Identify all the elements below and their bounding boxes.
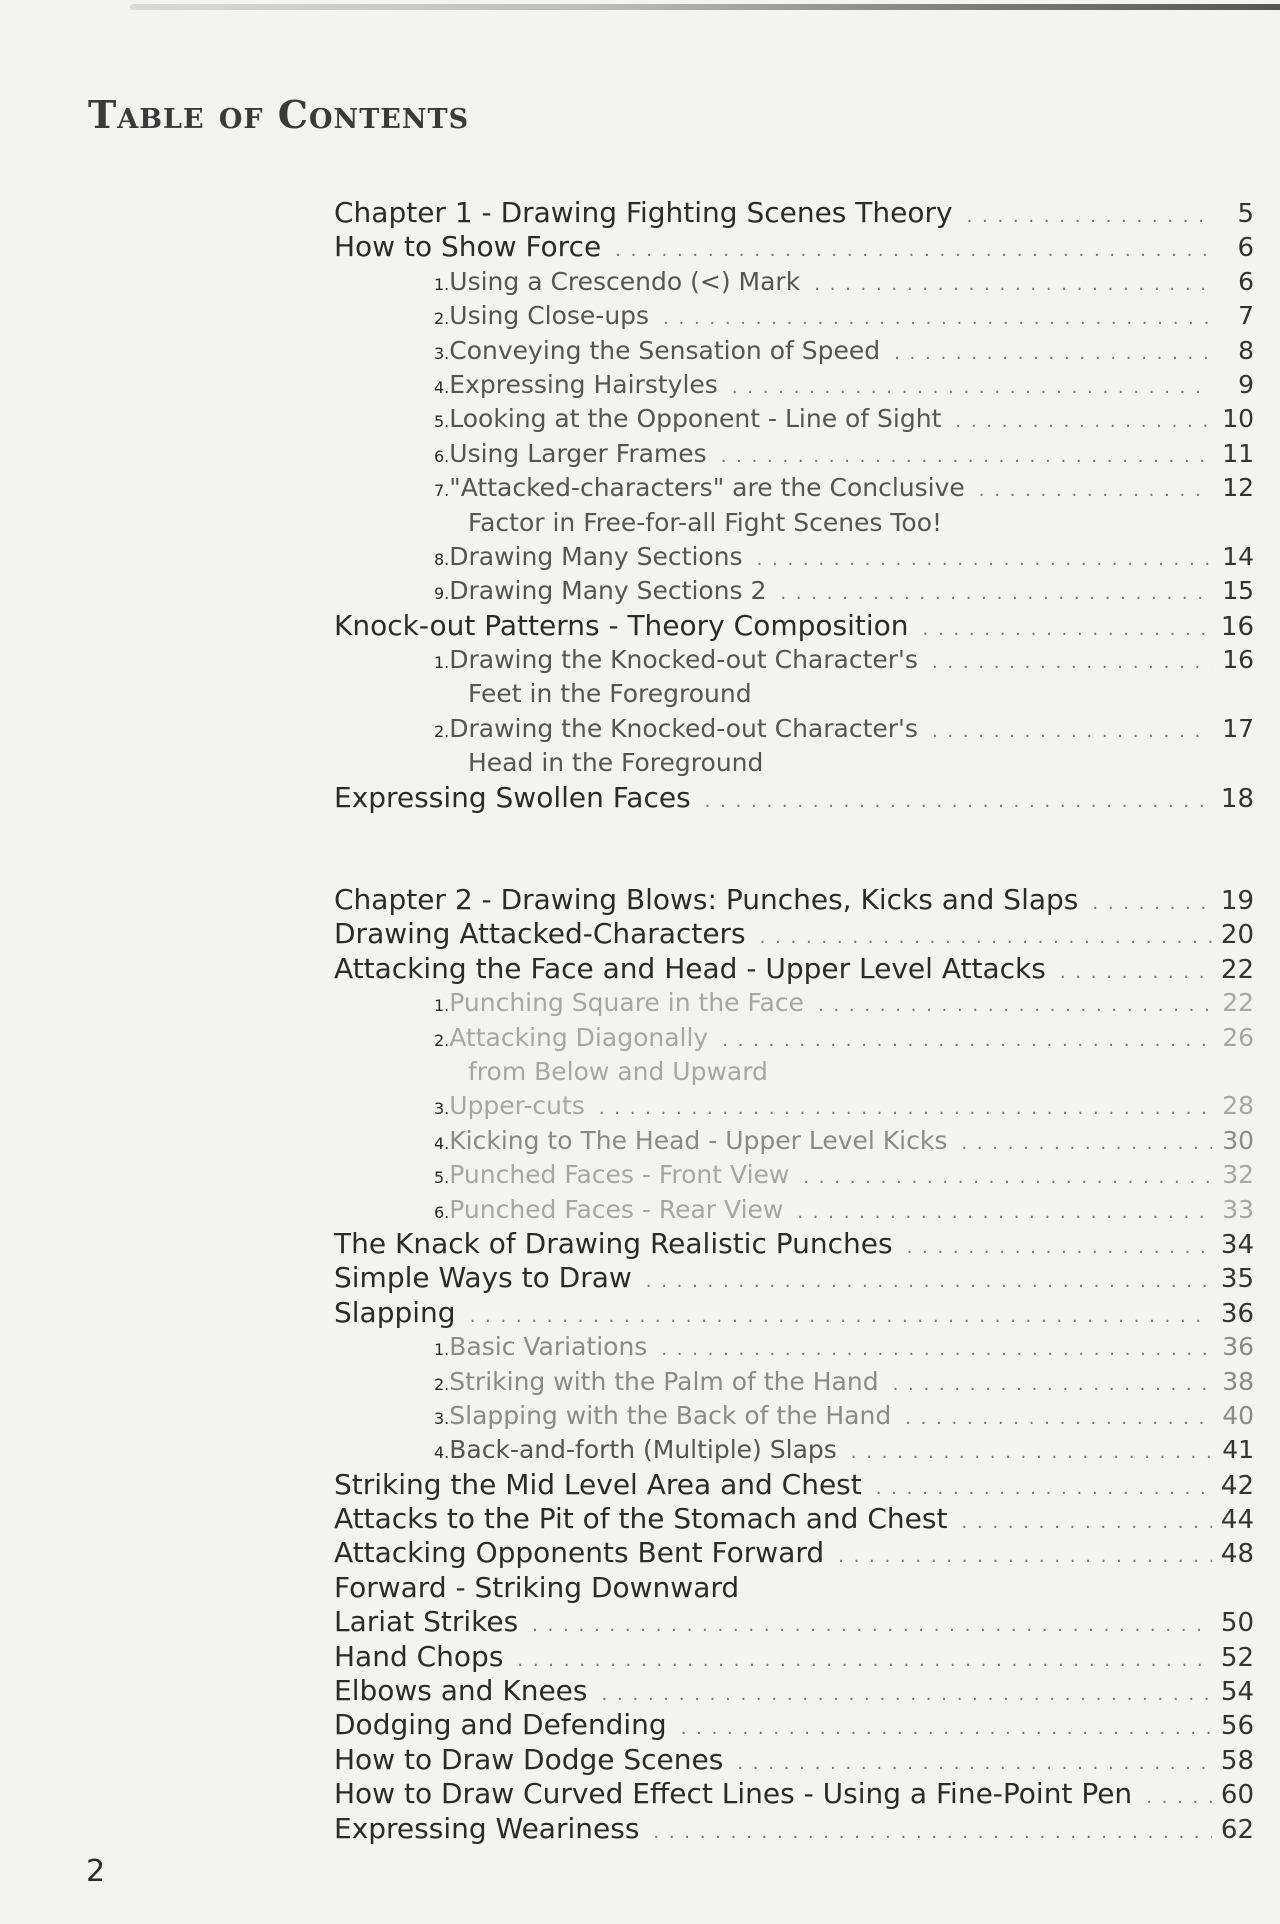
dot-leader [979, 474, 1212, 508]
toc-entry-page: 62 [1220, 1814, 1254, 1845]
toc-entry [334, 574, 1254, 608]
toc-entry [334, 1640, 1254, 1674]
toc-entry-number: 4. [434, 1133, 450, 1153]
toc-entry-title: Drawing Many Sections [449, 541, 743, 571]
toc-entry-title: Back-and-forth (Multiple) Slaps [449, 1435, 837, 1465]
toc-entry [334, 471, 1254, 505]
toc-entry-title: Expressing Hairstyles [449, 369, 718, 399]
dot-leader [681, 1712, 1212, 1746]
toc-entry-number: 8. [434, 549, 450, 569]
toc-entry [334, 1433, 1254, 1467]
toc-entry-number: 3. [434, 1099, 450, 1119]
dot-leader [721, 440, 1212, 474]
toc-entry [334, 540, 1254, 574]
toc-entry-page: 41 [1222, 1435, 1254, 1465]
toc-entry-page: 16 [1222, 645, 1254, 675]
dot-leader [961, 1127, 1212, 1161]
toc-entry [334, 1365, 1254, 1399]
toc-entry-page: 44 [1220, 1505, 1254, 1536]
toc-entry-title: Dodging and Defending [334, 1708, 667, 1742]
toc-entry-number: 2. [434, 309, 450, 329]
toc-entry [334, 1502, 1254, 1536]
toc-entry-page: 14 [1222, 541, 1254, 571]
toc-entry-title: Punched Faces - Rear View [449, 1194, 784, 1224]
dot-leader [967, 200, 1212, 234]
dot-leader [1146, 1781, 1212, 1815]
toc-entry [334, 1536, 1254, 1570]
toc-entry-page: 36 [1220, 1298, 1254, 1329]
toc-entry-title: How to Draw Curved Effect Lines - Using a Fine-Point Pen [334, 1777, 1133, 1811]
dot-leader [1060, 956, 1212, 990]
toc-entry [334, 196, 1254, 230]
toc-entry-number: 4. [434, 1443, 450, 1463]
toc-entry-title: Striking the Mid Level Area and Chest [334, 1467, 862, 1501]
toc-entry [334, 1193, 1254, 1227]
toc-entry-number: 1. [434, 1340, 450, 1360]
dot-leader [661, 1333, 1212, 1367]
toc-entry-page: 36 [1222, 1332, 1254, 1362]
toc-entry [334, 230, 1254, 264]
toc-entry [334, 506, 1254, 540]
toc-entry-title: Punched Faces - Front View [449, 1160, 790, 1190]
toc-entry [334, 1674, 1254, 1708]
toc-entry-page: 6 [1237, 233, 1254, 264]
toc-entry-page: 5 [1237, 199, 1254, 229]
toc-entry-title: Looking at the Opponent - Line of Sight [449, 404, 942, 434]
toc-entry-title: Simple Ways to Draw [334, 1261, 632, 1295]
toc-entry [334, 1777, 1254, 1811]
toc-entry-page: 17 [1222, 713, 1254, 743]
dot-leader [615, 234, 1212, 268]
toc-entry [334, 1021, 1254, 1055]
toc-entry [334, 746, 1254, 780]
toc-entry-title: Chapter 2 - Drawing Blows: Punches, Kicks and Slaps [334, 883, 1079, 917]
toc-entry-page: 6 [1238, 266, 1254, 296]
toc-entry-title: Drawing the Knocked-out Character's [449, 713, 918, 743]
toc-entry-number: 1. [434, 274, 450, 294]
dot-leader [932, 646, 1212, 680]
toc-entry-title: Head in the Foreground [468, 748, 764, 778]
toc-entry-page: 11 [1222, 438, 1254, 468]
dot-leader [653, 1816, 1212, 1850]
toc-entry-number: 5. [434, 1168, 450, 1188]
toc-entry-title: Factor in Free-for-all Fight Scenes Too! [468, 507, 943, 537]
dot-leader [470, 1300, 1212, 1334]
toc-entry-page: 19 [1220, 886, 1254, 917]
toc-entry [334, 437, 1254, 471]
toc-entry-page: 35 [1220, 1264, 1254, 1295]
toc-entry-page: 10 [1222, 404, 1254, 434]
toc-entry-title: Chapter 1 - Drawing Fighting Scenes Theory [334, 196, 953, 229]
toc-entry-page: 20 [1220, 920, 1254, 951]
toc-entry-title: Feet in the Foreground [468, 679, 752, 709]
dot-leader [961, 1506, 1212, 1540]
chapter-1-entries [334, 196, 1254, 815]
toc-entry-title: Elbows and Knees [334, 1674, 588, 1708]
toc-entry-number: 3. [434, 343, 450, 363]
toc-entry-title: Basic Variations [449, 1332, 648, 1362]
dot-leader [893, 1368, 1212, 1402]
dot-leader [722, 1024, 1212, 1058]
toc-entry [334, 1571, 1254, 1605]
dot-leader [905, 1402, 1212, 1436]
toc-entry-title: Slapping [334, 1295, 456, 1329]
toc-entry-title: Drawing Attacked-Characters [334, 917, 746, 951]
toc-entry-page: 9 [1238, 369, 1254, 399]
dot-leader [760, 921, 1212, 955]
toc-entry-number: 5. [434, 412, 450, 432]
dot-leader [894, 337, 1212, 371]
toc-entry [334, 1468, 1254, 1502]
toc-entry-number: 2. [434, 1030, 450, 1050]
toc-entry-page: 12 [1222, 473, 1254, 503]
toc-entry-number: 6. [434, 446, 450, 466]
toc-entry-title: Hand Chops [334, 1639, 504, 1673]
toc-entry-page: 7 [1238, 301, 1254, 331]
dot-leader [532, 1609, 1212, 1643]
dot-leader [602, 1678, 1213, 1712]
toc-entry-title: Forward - Striking Downward [334, 1570, 740, 1604]
toc-entry-number: 6. [434, 1202, 450, 1222]
toc-entry [334, 402, 1254, 436]
dot-leader [646, 1265, 1212, 1299]
toc-entry [334, 781, 1254, 815]
toc-entry-title: Expressing Weariness [334, 1811, 640, 1845]
toc-entry [334, 1399, 1254, 1433]
page-number: 2 [86, 1854, 106, 1889]
toc-entry [334, 299, 1254, 333]
toc-entry-title: Lariat Strikes [334, 1605, 519, 1639]
toc-entry [334, 952, 1254, 986]
toc-entry-number: 2. [434, 721, 450, 741]
toc-entry [334, 1296, 1254, 1330]
dot-leader [932, 715, 1212, 749]
dot-leader [1092, 887, 1212, 921]
dot-leader [907, 1231, 1212, 1265]
toc-entry-number: 9. [434, 584, 450, 604]
toc-entry-title: Using Close-ups [449, 301, 650, 331]
toc-entry-page: 22 [1220, 954, 1254, 985]
toc-entry-title: Upper-cuts [449, 1091, 585, 1121]
toc-entry-title: Attacking the Face and Head - Upper Level Attacks [334, 951, 1046, 985]
dot-leader [732, 371, 1212, 405]
toc-entry [334, 609, 1254, 643]
chapter-spacer [334, 815, 1254, 883]
toc-entry-title: Drawing Many Sections 2 [449, 576, 767, 606]
toc-entry [334, 1605, 1254, 1639]
toc-entry-page: 22 [1222, 988, 1254, 1018]
toc-entry-page: 26 [1222, 1022, 1254, 1052]
toc-entry [334, 883, 1254, 917]
toc-entry-page: 16 [1220, 611, 1254, 642]
toc-entry [334, 1089, 1254, 1123]
toc-entry-page: 48 [1220, 1539, 1254, 1570]
toc-entry-page: 56 [1220, 1711, 1254, 1742]
toc-entry [334, 1743, 1254, 1777]
dot-leader [705, 785, 1212, 819]
toc-entry-title: Conveying the Sensation of Speed [449, 335, 881, 365]
toc-entry-page: 34 [1220, 1229, 1254, 1260]
dot-leader [663, 302, 1212, 336]
table-of-contents [334, 196, 1254, 1846]
toc-entry [334, 1330, 1254, 1364]
dot-leader [876, 1472, 1212, 1506]
page-title: Table of Contents [88, 92, 470, 137]
toc-entry-page: 15 [1222, 576, 1254, 606]
toc-entry-title: from Below and Upward [468, 1056, 768, 1086]
dot-leader [737, 1747, 1212, 1781]
toc-entry-number: 1. [434, 996, 450, 1016]
toc-entry [334, 643, 1254, 677]
dot-leader [757, 543, 1212, 577]
toc-entry-page: 38 [1222, 1366, 1254, 1396]
toc-entry-title: Using Larger Frames [449, 438, 707, 468]
toc-entry-title: Punching Square in the Face [449, 988, 804, 1018]
toc-entry-number: 4. [434, 377, 450, 397]
toc-entry [334, 677, 1254, 711]
toc-entry [334, 917, 1254, 951]
toc-entry [334, 1812, 1254, 1846]
toc-entry-title: Attacking Opponents Bent Forward [334, 1536, 825, 1570]
dot-leader [923, 613, 1212, 647]
toc-entry-page: 40 [1222, 1400, 1254, 1430]
dot-leader [803, 1161, 1212, 1195]
toc-entry-title: Knock-out Patterns - Theory Composition [334, 608, 909, 642]
dot-leader [797, 1196, 1212, 1230]
toc-entry-page: 50 [1220, 1608, 1254, 1639]
toc-entry-title: Striking with the Palm of the Hand [449, 1366, 879, 1396]
toc-entry-number: 7. [434, 481, 450, 501]
toc-entry-title: Kicking to The Head - Upper Level Kicks [449, 1125, 948, 1155]
toc-entry-title: Slapping with the Back of the Hand [449, 1400, 892, 1430]
toc-entry-title: Expressing Swollen Faces [334, 780, 691, 814]
toc-entry-page: 58 [1220, 1745, 1254, 1776]
toc-entry-title: How to Draw Dodge Scenes [334, 1742, 724, 1776]
dot-leader [838, 1540, 1212, 1574]
dot-leader [814, 268, 1212, 302]
toc-entry [334, 334, 1254, 368]
toc-entry-page: 42 [1220, 1470, 1254, 1501]
toc-entry [334, 1158, 1254, 1192]
toc-entry [334, 1227, 1254, 1261]
toc-entry-page: 30 [1222, 1125, 1254, 1155]
toc-entry-title: How to Show Force [334, 230, 602, 264]
toc-entry-title: Using a Crescendo (<) Mark [449, 266, 801, 296]
toc-entry-page: 8 [1238, 335, 1254, 365]
dot-leader [955, 405, 1212, 439]
toc-entry [334, 1261, 1254, 1295]
toc-entry-title: Drawing the Knocked-out Character's [449, 645, 918, 675]
toc-entry [334, 712, 1254, 746]
dot-leader [851, 1436, 1212, 1470]
dot-leader [780, 577, 1212, 611]
toc-entry-title: Attacks to the Pit of the Stomach and Chest [334, 1502, 948, 1536]
toc-entry-page: 54 [1220, 1677, 1254, 1708]
toc-entry [334, 1708, 1254, 1742]
dot-leader [818, 989, 1212, 1023]
dot-leader [599, 1092, 1212, 1126]
chapter-2-entries [334, 883, 1254, 1846]
toc-entry-number: 2. [434, 1374, 450, 1394]
top-rule [130, 4, 1280, 10]
toc-entry-number: 3. [434, 1408, 450, 1428]
toc-entry-page: 33 [1222, 1194, 1254, 1224]
toc-entry [334, 368, 1254, 402]
toc-entry [334, 986, 1254, 1020]
dot-leader [517, 1644, 1212, 1678]
toc-entry-page: 32 [1222, 1160, 1254, 1190]
toc-entry-title: The Knack of Drawing Realistic Punches [334, 1226, 893, 1260]
toc-entry [334, 1055, 1254, 1089]
toc-entry-title: Attacking Diagonally [449, 1022, 709, 1052]
toc-entry [334, 265, 1254, 299]
toc-entry-page: 28 [1222, 1091, 1254, 1121]
toc-entry [334, 1124, 1254, 1158]
toc-entry-title: "Attacked-characters" are the Conclusive [449, 473, 965, 503]
toc-entry-page: 52 [1220, 1642, 1254, 1673]
toc-entry-page: 60 [1220, 1780, 1254, 1811]
toc-entry-number: 1. [434, 653, 450, 673]
toc-entry-page: 18 [1220, 783, 1254, 814]
